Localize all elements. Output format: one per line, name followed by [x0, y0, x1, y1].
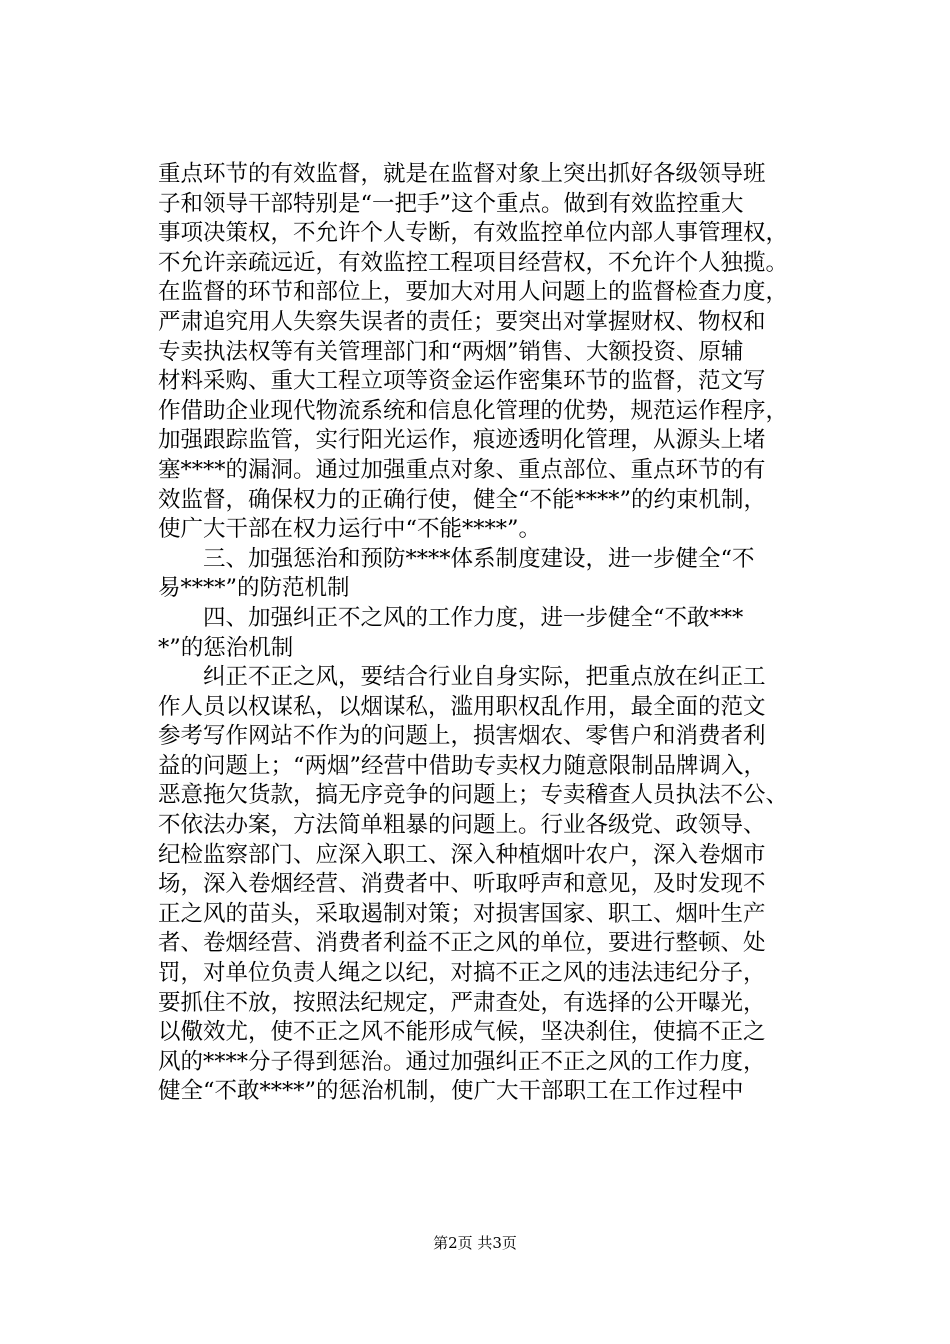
text-line: 在监督的环节和部位上，要加大对用人问题上的监督检查力度，: [158, 279, 789, 306]
text-line: 加强跟踪监管，实行阳光运作，痕迹透明化管理，从源头上堵: [158, 427, 766, 454]
text-line: 参考写作网站不作为的问题上，损害烟农、零售户和消费者利: [158, 723, 766, 750]
text-line: 恶意拖欠货款，搞无序竞争的问题上；专卖稽查人员执法不公、: [158, 782, 789, 809]
text-line: 三、加强惩治和预防****体系制度建设，进一步健全“不: [203, 545, 755, 572]
text-line: 事项决策权，不允许个人专断，有效监控单位内部人事管理权，: [158, 220, 789, 247]
text-line: 子和领导干部特别是“一把手”这个重点。做到有效监控重大: [158, 190, 744, 217]
text-line: 不依法办案，方法简单粗暴的问题上。行业各级党、政领导、: [158, 812, 766, 839]
text-line: 重点环节的有效监督，就是在监督对象上突出抓好各级领导班: [158, 161, 766, 187]
text-line: 不允许亲疏远近，有效监控工程项目经营权，不允许个人独揽。: [158, 249, 789, 276]
text-line: 四、加强纠正不之风的工作力度，进一步健全“不敢***: [203, 604, 744, 631]
text-line: 风的****分子得到惩治。通过加强纠正不正之风的工作力度，: [158, 1048, 766, 1075]
text-line: 专卖执法权等有关管理部门和“两烟”销售、大额投资、原辅: [158, 338, 744, 365]
text-line: 健全“不敢****”的惩治机制，使广大干部职工在工作过程中: [158, 1078, 744, 1105]
text-line: 作借助企业现代物流系统和信息化管理的优势，规范运作程序，: [158, 397, 789, 424]
text-line: 以儆效尤，使不正之风不能形成气候，坚决刹住，使搞不正之: [158, 1019, 766, 1046]
text-line: 效监督，确保权力的正确行使，健全“不能****”的约束机制，: [158, 486, 767, 513]
text-line: 正之风的苗头，采取遏制对策；对损害国家、职工、烟叶生产: [158, 900, 766, 927]
text-line: 易****”的防范机制: [158, 575, 350, 602]
text-line: 纠正不正之风，要结合行业自身实际，把重点放在纠正工: [203, 664, 766, 691]
page-footer: 第2页 共3页: [433, 1234, 517, 1252]
text-line: 罚，对单位负责人绳之以纪，对搞不正之风的违法违纪分子，: [158, 960, 766, 987]
text-line: 场，深入卷烟经营、消费者中、听取呼声和意见，及时发现不: [158, 871, 766, 898]
text-line: 严肃追究用人失察失误者的责任；要突出对掌握财权、物权和: [158, 308, 766, 335]
text-line: 使广大干部在权力运行中“不能****”。: [158, 516, 542, 543]
text-line: 纪检监察部门、应深入职工、深入种植烟叶农户，深入卷烟市: [158, 841, 766, 868]
text-line: 益的问题上；“两烟”经营中借助专卖权力随意限制品牌调入，: [158, 752, 767, 779]
text-line: *”的惩治机制: [158, 634, 294, 661]
document-body: [158, 160, 794, 1107]
text-line: 作人员以权谋私，以烟谋私，滥用职权乱作用，最全面的范文: [158, 693, 766, 720]
text-line: 塞****的漏洞。通过加强重点对象、重点部位、重点环节的有: [158, 456, 766, 483]
text-line: 材料采购、重大工程立项等资金运作密集环节的监督，范文写: [158, 368, 766, 395]
text-line: 者、卷烟经营、消费者利益不正之风的单位，要进行整顿、处: [158, 930, 766, 957]
text-line: 要抓住不放，按照法纪规定，严肃查处，有选择的公开曝光，: [158, 989, 766, 1016]
